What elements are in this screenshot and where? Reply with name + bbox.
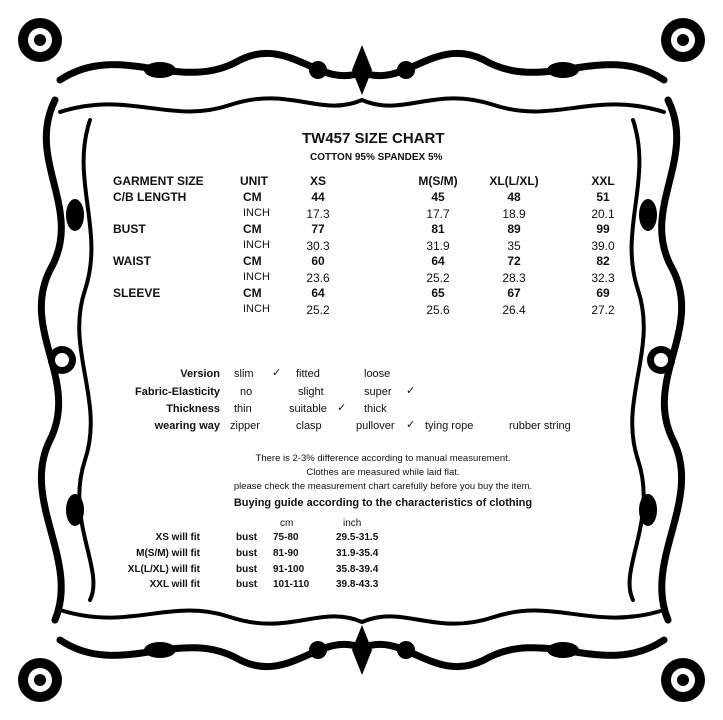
version-option-loose: loose <box>364 368 391 380</box>
table-cell: 25.2 <box>306 303 330 317</box>
note-line: please check the measurement chart carefully before you buy the item. <box>233 481 533 492</box>
table-cell: 28.3 <box>502 271 526 285</box>
table-cell: 18.9 <box>502 207 526 221</box>
table-cell: 69 <box>596 286 610 300</box>
table-cell: 31.9 <box>426 239 450 253</box>
table-cell: 51 <box>596 190 610 204</box>
guide-inch-header: inch <box>343 518 362 529</box>
table-cell: 82 <box>596 254 610 268</box>
guide-fit-label: XXL will fit <box>149 579 200 590</box>
unit-cm: CM <box>243 254 262 268</box>
table-cell: 17.3 <box>306 207 330 221</box>
table-cell: 23.6 <box>306 271 330 285</box>
table-cell: 44 <box>311 190 325 204</box>
guide-part: bust <box>236 548 258 559</box>
wearing-option-zipper: zipper <box>230 420 260 432</box>
table-cell: 27.2 <box>591 303 615 317</box>
wearing-option-clasp: clasp <box>296 420 322 432</box>
guide-cm-value: 91-100 <box>273 564 305 575</box>
row-label-sleeve: SLEEVE <box>113 286 161 300</box>
table-cell: 20.1 <box>591 207 615 221</box>
row-label-bust: BUST <box>113 222 146 236</box>
guide-fit-label: M(S/M) will fit <box>136 548 200 559</box>
guide-cm-value: 101-110 <box>273 579 310 590</box>
guide-fit-label: XS will fit <box>155 532 200 543</box>
check-icon: ✓ <box>406 419 416 431</box>
size-header-m: M(S/M) <box>418 174 458 188</box>
guide-inch-value: 35.8-39.4 <box>336 564 379 575</box>
table-cell: 17.7 <box>426 207 450 221</box>
table-cell: 60 <box>311 254 325 268</box>
unit-cm: CM <box>243 286 262 300</box>
version-label: Version <box>180 368 220 380</box>
unit-header: UNIT <box>240 174 268 188</box>
table-cell: 30.3 <box>306 239 330 253</box>
table-cell: 25.6 <box>426 303 450 317</box>
table-cell: 32.3 <box>591 271 615 285</box>
guide-part: bust <box>236 532 258 543</box>
check-icon: ✓ <box>272 367 282 379</box>
check-icon: ✓ <box>337 402 347 414</box>
fabric-option-super: super <box>364 386 392 398</box>
unit-inch: INCH <box>243 271 270 283</box>
fabric-option-no: no <box>240 386 253 398</box>
table-cell: 65 <box>431 286 445 300</box>
note-line: There is 2-3% difference according to manual measurement. <box>255 453 511 464</box>
size-header-xl: XL(L/XL) <box>489 174 539 188</box>
table-cell: 45 <box>431 190 445 204</box>
guide-cm-header: cm <box>280 518 294 529</box>
buying-guide-title: Buying guide according to the characteristics of clothing <box>233 497 533 509</box>
guide-inch-value: 29.5-31.5 <box>336 532 379 543</box>
version-option-fitted: fitted <box>296 368 320 380</box>
guide-fit-label: XL(L/XL) will fit <box>127 564 200 575</box>
unit-inch: INCH <box>243 303 270 315</box>
check-icon: ✓ <box>406 385 416 397</box>
table-cell: 35 <box>507 239 521 253</box>
table-cell: 48 <box>507 190 521 204</box>
unit-cm: CM <box>243 190 262 204</box>
table-cell: 77 <box>311 222 325 236</box>
guide-cm-value: 81-90 <box>273 548 299 559</box>
table-cell: 72 <box>507 254 521 268</box>
table-cell: 81 <box>431 222 445 236</box>
guide-inch-value: 39.8-43.3 <box>336 579 379 590</box>
thickness-option-thin: thin <box>234 403 252 415</box>
material-line: COTTON 95% SPANDEX 5% <box>310 152 443 163</box>
guide-part: bust <box>236 579 258 590</box>
version-option-slim: slim <box>234 368 254 380</box>
note-line: Clothes are measured while laid flat. <box>306 467 460 478</box>
unit-inch: INCH <box>243 207 270 219</box>
wearing-way-label: wearing way <box>154 420 220 432</box>
guide-cm-value: 75-80 <box>273 532 299 543</box>
table-cell: 99 <box>596 222 610 236</box>
garment-size-header: GARMENT SIZE <box>113 174 204 188</box>
table-cell: 67 <box>507 286 521 300</box>
table-cell: 25.2 <box>426 271 450 285</box>
guide-inch-value: 31.9-35.4 <box>336 548 379 559</box>
fabric-option-slight: slight <box>298 386 324 398</box>
row-label-waist: WAIST <box>113 254 151 268</box>
wearing-option-pullover: pullover <box>356 420 395 432</box>
table-cell: 89 <box>507 222 521 236</box>
wearing-option-tying-rope: tying rope <box>425 420 474 432</box>
size-header-xs: XS <box>309 174 326 188</box>
thickness-option-suitable: suitable <box>289 403 327 415</box>
size-header-xxl: XXL <box>591 174 615 188</box>
thickness-option-thick: thick <box>364 403 387 415</box>
unit-cm: CM <box>243 222 262 236</box>
row-label-cb-length: C/B LENGTH <box>113 190 187 204</box>
table-cell: 26.4 <box>502 303 526 317</box>
fabric-elasticity-label: Fabric-Elasticity <box>135 386 220 398</box>
guide-part: bust <box>236 564 258 575</box>
thickness-label: Thickness <box>166 403 220 415</box>
table-cell: 64 <box>311 286 325 300</box>
table-cell: 64 <box>431 254 445 268</box>
table-cell: 39.0 <box>591 239 615 253</box>
chart-title: TW457 SIZE CHART <box>302 130 445 147</box>
wearing-option-rubber-string: rubber string <box>509 420 571 432</box>
unit-inch: INCH <box>243 239 270 251</box>
